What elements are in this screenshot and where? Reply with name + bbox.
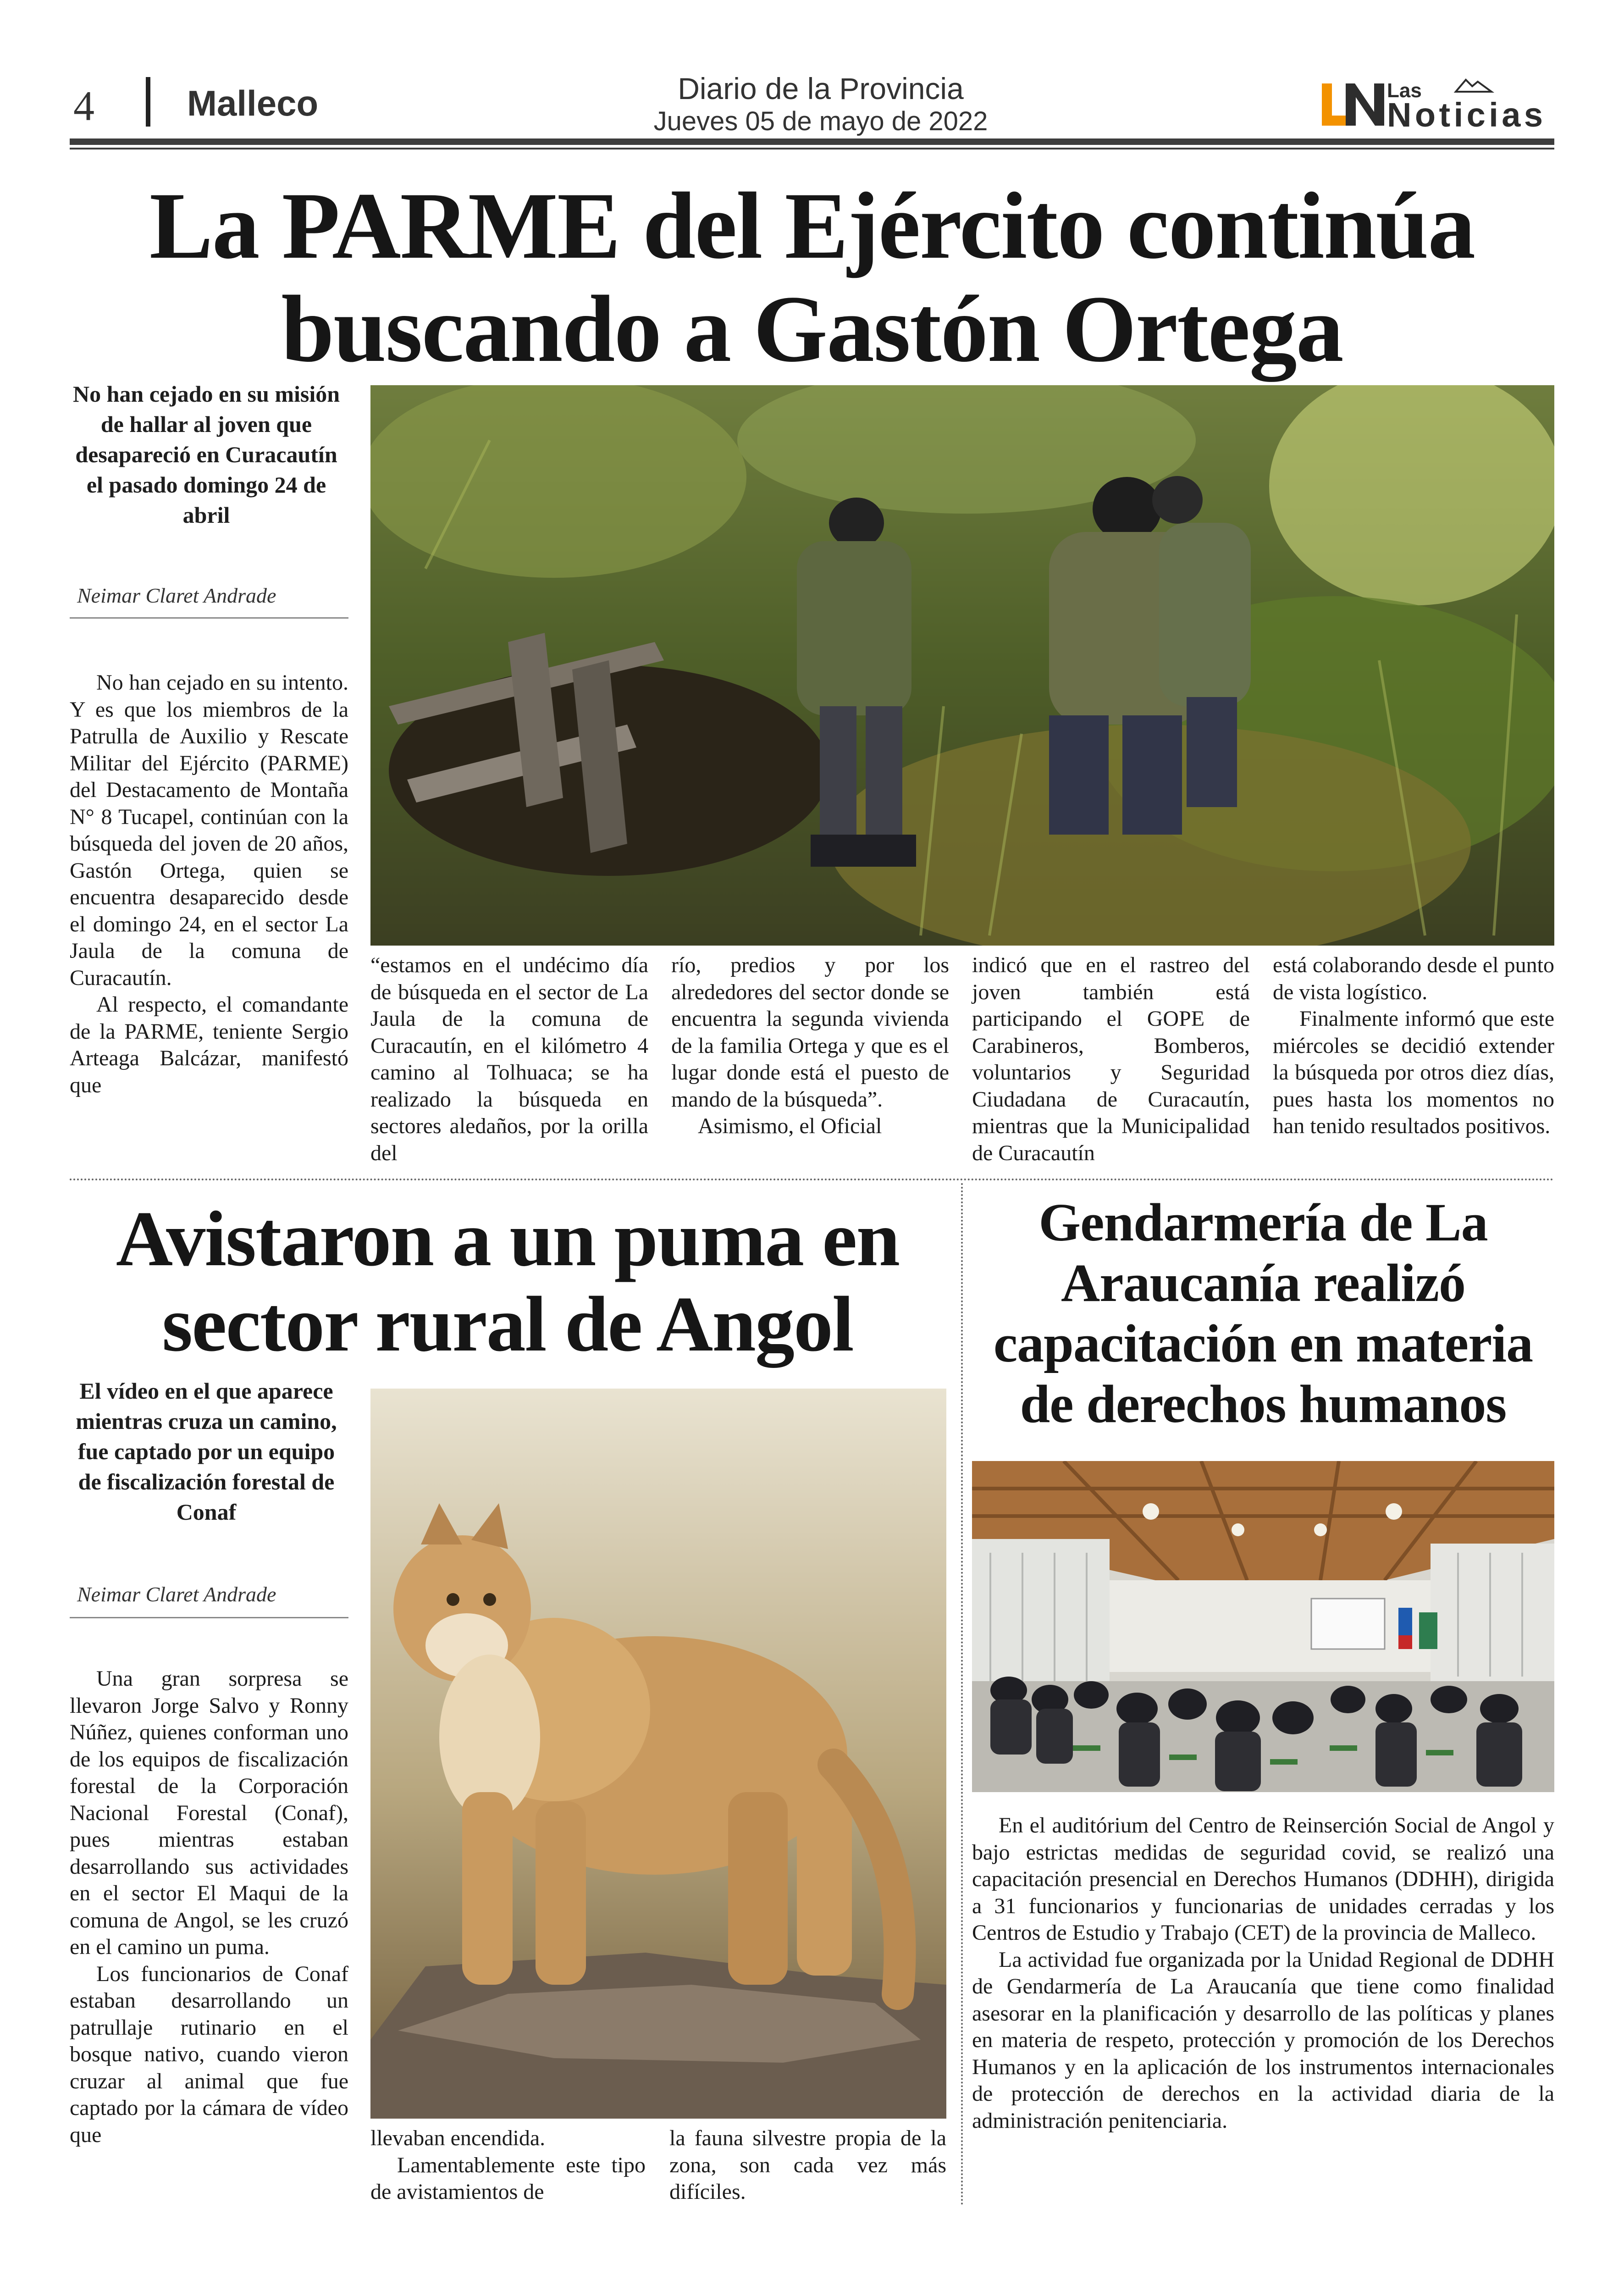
article2-column-2: llevaban encendida. Lamentablemente este tipo de avistamientos de: [370, 2126, 646, 2204]
article2-byline: Neimar Claret Andrade: [77, 1583, 276, 1606]
section-name: Malleco: [187, 83, 319, 123]
publication-name: Diario de la Provincia: [678, 72, 964, 105]
article1-column-3: río, predios y por los alrededores del sector donde se encuentra la segunda vivienda de la familia Ortega y que es el lugar donde está el puesto de mando de la búsqueda”. Asimismo, el Oficial: [671, 953, 949, 1138]
article1-column-5: está colaborando desde el punto de vista logístico. Finalmente informó que este miércoles se decidió extender la búsqueda por otros diez días, pues hasta los momentos no han tenido resultados positivos.: [1273, 953, 1554, 1138]
article1-photo-soldiers: [370, 385, 1554, 946]
article1-byline-rule: [70, 617, 348, 619]
mountain-icon: [1456, 80, 1491, 92]
article2-photo-puma: [370, 1389, 946, 2119]
header-rule-thick: [70, 138, 1554, 145]
article1-column-4: indicó que en el rastreo del joven también está participando el GOPE de Carabineros, Bomberos, voluntarios y Seguridad Ciudadana de Curacautín, mientras que la Municipalidad de Curacautín: [972, 953, 1250, 1165]
column-separator: [961, 1183, 963, 2206]
article1-deck: No han cejado en su misión de hallar al joven que desapareció en Curacautín el pasado domingo 24 de abril: [72, 381, 340, 528]
publication-date: Jueves 05 de mayo de 2022: [653, 106, 988, 136]
article2-deck: El vídeo en el que aparece mientras cruza un camino, fue captado por un equipo de fiscalización forestal de Conaf: [76, 1378, 337, 1525]
article1-column-2: “estamos en el undécimo día de búsqueda en el sector de La Jaula de la comuna de Curacautín, en el kilómetro 4 camino al Tolhuaca; se ha realizado la búsqueda en sectores aledaños, por la orilla del: [370, 953, 648, 1165]
article1-byline: Neimar Claret Andrade: [77, 584, 276, 607]
article2-headline: Avistaron a un puma en sector rural de Angol: [116, 1196, 900, 1368]
article2-byline-rule: [70, 1617, 348, 1618]
article3-photo-auditorium: [972, 1461, 1554, 1792]
page-number: 4: [73, 83, 94, 129]
article2-column-3: la fauna silvestre propia de la zona, son cada vez más difíciles.: [669, 2126, 946, 2204]
header-divider: [146, 77, 150, 127]
article1-headline: La PARME del Ejército continúa buscando a Gastón Ortega: [149, 173, 1475, 382]
las-noticias-logo: [1318, 73, 1547, 133]
article2-column-1: Una gran sorpresa se llevaron Jorge Salvo y Ronny Núñez, quienes conforman uno de los equipos de fiscalización forestal de la Corporación Nacional Forestal (Conaf), pues mientras estaban desarrollando sus actividades en el sector El Maqui de la comuna de Angol, se les cruzó en el camino un puma. Los funcionarios de Conaf estaban desarrollando un patrullaje rutinario en el bosque nativo, cuando vieron cruzar al animal que fue captado por la cámara de vídeo que: [70, 1666, 348, 2147]
logo-word-noticias: Noticias: [1387, 96, 1543, 133]
article1-column-1: No han cejado en su intento. Y es que los miembros de la Patrulla de Auxilio y Rescate Militar del Ejército (PARME) del Destacamento de Montaña N° 8 Tucapel, continúan con la búsqueda del joven de 20 años, Gastón Ortega, quien se encuentra desaparecido desde el domingo 24, en el sector La Jaula de la comuna de Curacautín. Al respecto, el comandante de la PARME, teniente Sergio Arteaga Balcázar, manifestó que: [70, 670, 348, 1097]
article3-headline: Gendarmería de La Araucanía realizó capacitación en materia de derechos humanos: [993, 1192, 1533, 1434]
section-separator: [70, 1179, 1554, 1180]
article3-body: En el auditórium del Centro de Reinserción Social de Angol y bajo estrictas medidas de seguridad covid, se realizó una capacitación presencial en Derechos Humanos (DDHH), dirigida a 31 funcionarios y funcionarias de unidades cerradas y los Centros de Estudio y Trabajo (CET) de la provincia de Malleco. La actividad fue organizada por la Unidad Regional de DDHH de Gendarmería de La Araucanía que tiene como finalidad asesorar en la planificación y desarrollo de las políticas y planes en materia de respeto, protección y promoción de los Derechos Humanos y en la aplicación de los instrumentos internacionales de protección de derechos en la actividad diaria de la administración penitenciaria.: [972, 1813, 1554, 2133]
logo-word-las: Las: [1387, 79, 1422, 102]
header-rule-thin: [70, 148, 1554, 149]
